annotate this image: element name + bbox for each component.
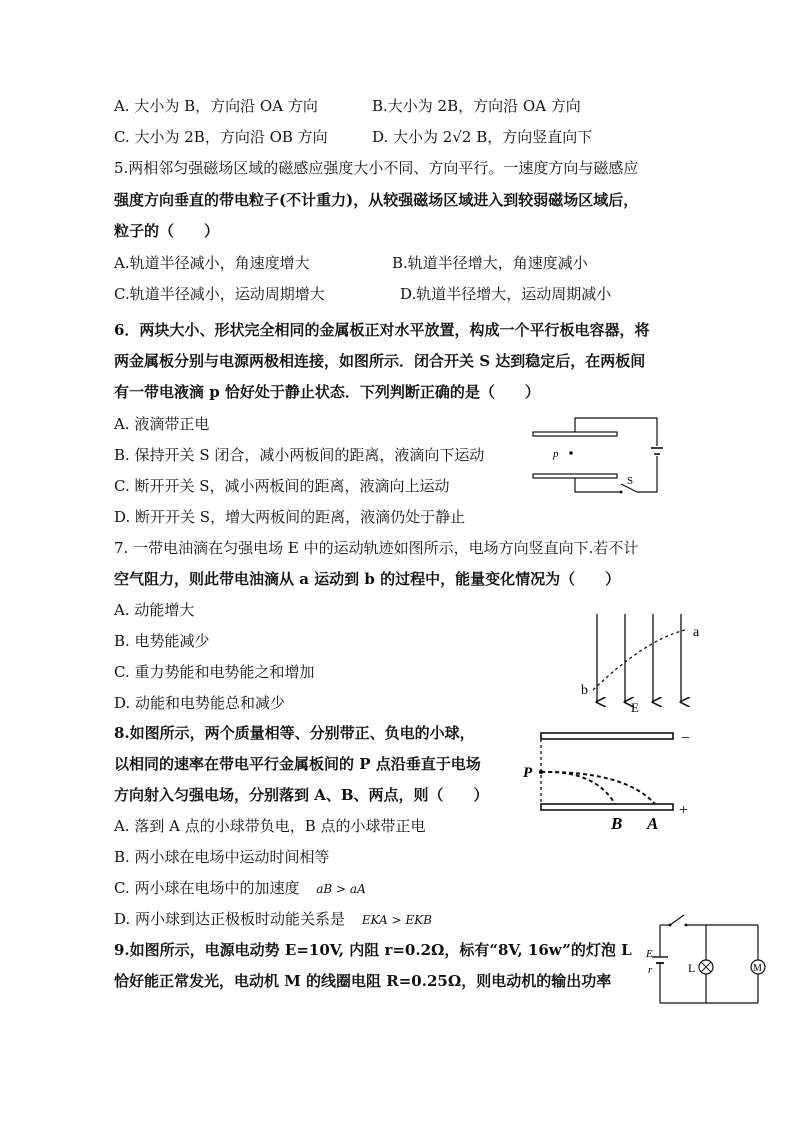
q7-option-c: C. 重力势能和电势能之和增加 <box>114 663 315 681</box>
label-e: E <box>631 700 639 715</box>
label-a: A <box>647 814 659 833</box>
label-m: M <box>753 963 762 974</box>
q6-stem-2: 两金属板分别与电源两极相连接，如图所示．闭合开关 S 达到稳定后，在两板间 <box>114 352 646 370</box>
q8-plates-figure <box>515 725 700 835</box>
q8-option-c <box>114 878 366 899</box>
label-l: L <box>688 961 696 975</box>
q4-option-c: C. 大小为 2B，方向沿 OB 方向 <box>114 128 328 146</box>
q7-option-d: D. 动能和电势能总和减少 <box>114 694 286 712</box>
q8-stem-3: 方向射入匀强电场，分别落到 A、B、两点，则（ ） <box>114 786 489 804</box>
trajectory-a <box>541 772 655 804</box>
q4-option-d: D. 大小为 2√2 B，方向竖直向下 <box>372 128 593 146</box>
q7-stem-1: 7. 一带电油滴在匀强电场 E 中的运动轨迹如图所示，电场方向竖直向下.若不计 <box>114 539 639 557</box>
trajectory <box>593 630 685 690</box>
label-minus: − <box>681 730 691 747</box>
label-e: E <box>646 948 653 960</box>
label-p: P <box>523 765 533 781</box>
q5-stem-3: 粒子的（ ） <box>114 222 220 240</box>
q6-stem-1: 6．两块大小、形状完全相同的金属板正对水平放置，构成一个平行板电容器，将 <box>114 321 650 339</box>
q5-option-d: D.轨道半径增大，运动周期减小 <box>400 285 612 303</box>
trajectory-b <box>541 772 615 804</box>
q7-stem-2: 空气阻力，则此带电油滴从 a 运动到 b 的过程中，能量变化情况为（ ） <box>114 570 621 588</box>
q4-option-a: A. 大小为 B，方向沿 OA 方向 <box>114 97 318 115</box>
q5-option-a: A.轨道半径减小，角速度增大 <box>114 254 310 272</box>
q5-option-c: C.轨道半径减小，运动周期增大 <box>114 285 325 303</box>
bottom-plate <box>541 804 673 810</box>
droplet-p <box>569 451 573 455</box>
q4-option-b: B.大小为 2B，方向沿 OA 方向 <box>372 97 581 115</box>
q9-stem-1: 9.如图所示，电源电动势 E=10V, 内阻 r=0.2Ω，标有“8V, 16w”的灯泡 L <box>114 941 632 959</box>
q6-option-b: B. 保持开关 S 闭合，减小两板间的距离，液滴向下运动 <box>114 446 485 464</box>
q7-option-b: B. 电势能减少 <box>114 632 210 650</box>
q8-option-d-text: D. 两小球到达正极板时动能关系是 <box>114 910 346 928</box>
q6-option-a: A. 液滴带正电 <box>114 415 210 433</box>
q8-option-a: A. 落到 A 点的小球带负电，B 点的小球带正电 <box>114 817 426 835</box>
q6-capacitor-figure <box>525 412 675 502</box>
q7-field-figure <box>575 610 715 715</box>
label-b: b <box>581 683 588 698</box>
label-plus: + <box>679 802 689 819</box>
q8-option-b: B. 两小球在电场中运动时间相等 <box>114 848 330 866</box>
q8-option-c-text: C. 两小球在电场中的加速度 <box>114 879 300 897</box>
switch <box>670 915 684 925</box>
q6-option-d: D. 断开开关 S，增大两板间的距离，液滴仍处于静止 <box>114 508 466 526</box>
label-p: p <box>553 448 559 460</box>
q6-option-c: C. 断开开关 S，减小两板间的距离，液滴向上运动 <box>114 477 450 495</box>
q8-option-d-formula: EKA > EKB <box>361 913 432 927</box>
q7-option-a: A. 动能增大 <box>114 601 195 619</box>
label-b: B <box>611 814 623 833</box>
q5-option-b: B.轨道半径增大，角速度减小 <box>392 254 588 272</box>
label-r: r <box>648 964 653 976</box>
q8-stem-1: 8.如图所示，两个质量相等、分别带正、负电的小球， <box>114 724 475 742</box>
q8-stem-2: 以相同的速率在带电平行金属板间的 P 点沿垂直于电场 <box>114 755 481 773</box>
q8-option-c-formula: aB > aA <box>316 882 366 896</box>
bottom-plate <box>533 474 617 478</box>
q5-stem-2: 强度方向垂直的带电粒子(不计重力)，从较强磁场区域进入到较弱磁场区域后， <box>114 191 639 209</box>
q5-stem-1: 5.两相邻匀强磁场区域的磁感应强度大小不同、方向平行。一速度方向与磁感应 <box>114 159 639 177</box>
top-plate <box>541 733 673 739</box>
q8-option-d <box>114 909 432 930</box>
label-a: a <box>693 625 700 640</box>
q9-stem-2: 恰好能正常发光，电动机 M 的线圈电阻 R=0.25Ω，则电动机的输出功率 <box>114 972 612 990</box>
q6-stem-3: 有一带电液滴 p 恰好处于静止状态．下列判断正确的是（ ） <box>114 383 540 401</box>
label-s: S <box>627 475 634 487</box>
top-plate <box>533 432 617 436</box>
q9-circuit-figure <box>640 905 790 1010</box>
